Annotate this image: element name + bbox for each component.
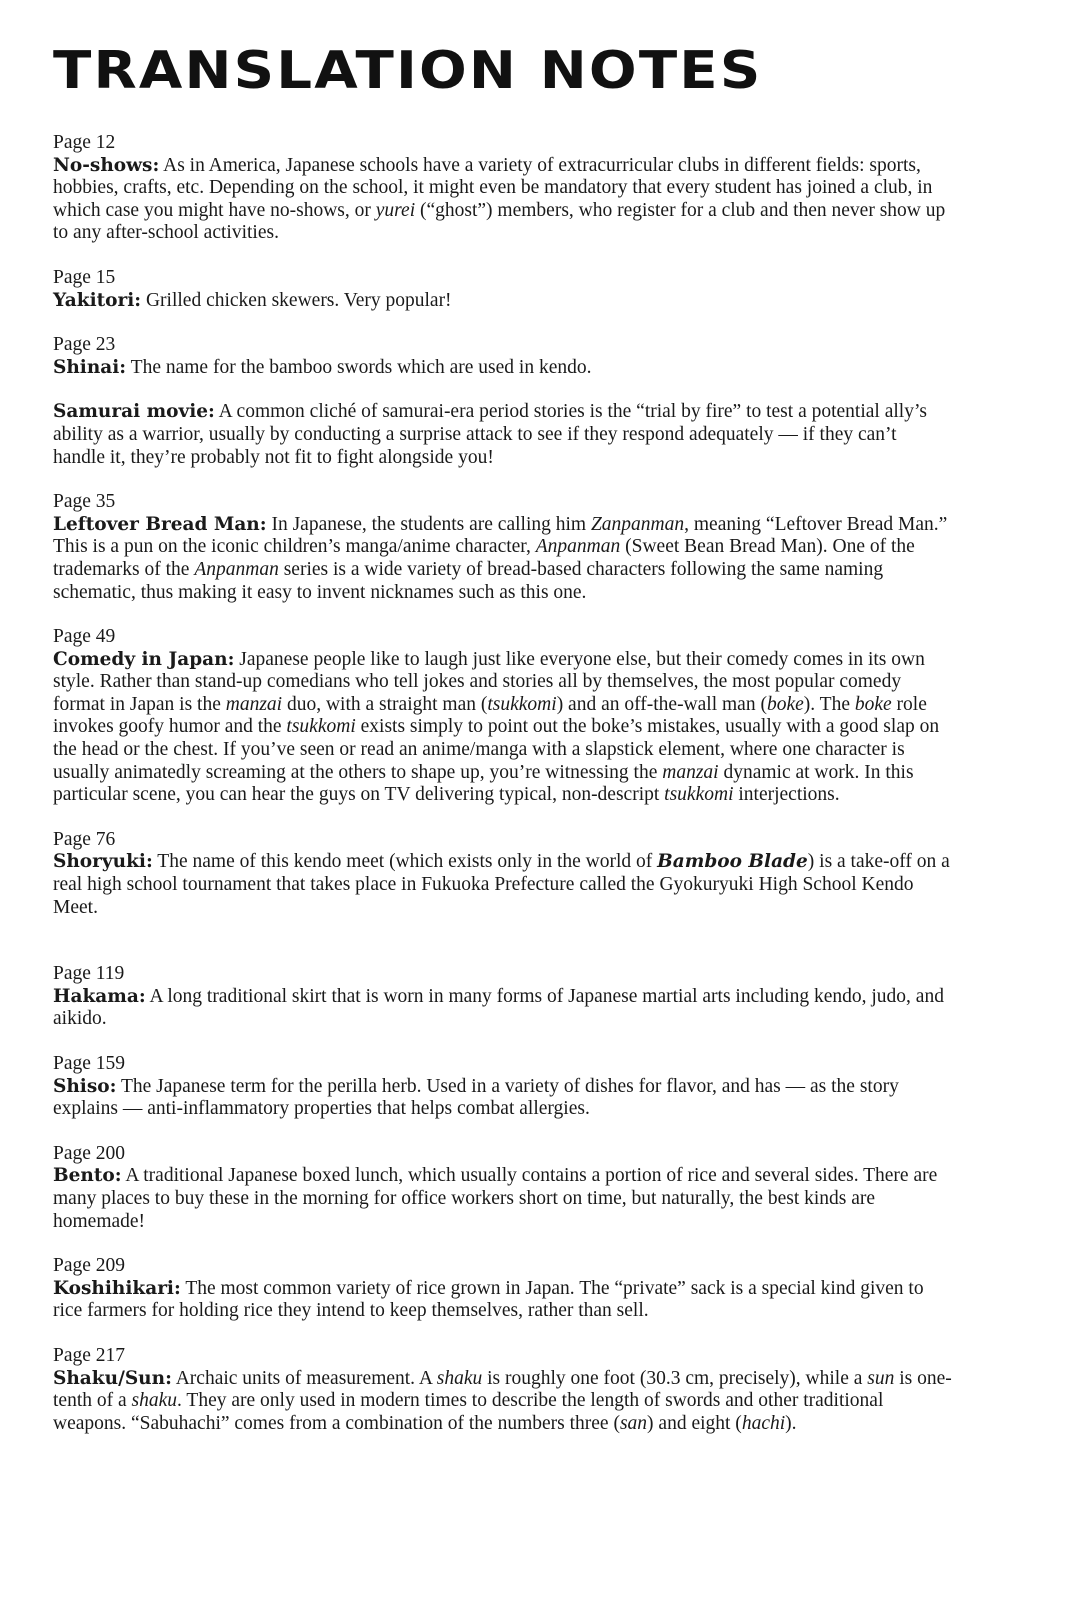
note-entry-shinai — [53, 357, 953, 380]
note-text: Grilled chicken skewers. Very popular! — [141, 289, 452, 311]
note-text: role invokes goofy humor and the — [53, 693, 927, 738]
note-italic-term: yurei — [375, 199, 416, 221]
page-reference: Page 209 — [53, 1255, 126, 1277]
note-italic-term: tsukkomi — [286, 716, 356, 738]
note-term: Shiso: — [53, 1075, 117, 1097]
note-italic-term: tsukkomi — [664, 784, 734, 806]
note-term: Shoryuki: — [53, 851, 153, 873]
note-text: (“ghost”) members, who register for a club and then never show up to any after-school activities. — [53, 199, 946, 244]
note-text: series is a wide variety of bread-based characters following the same naming schematic, thus making it easy to invent nicknames such as this one. — [53, 558, 884, 603]
note-term: Samurai movie: — [53, 401, 215, 423]
note-entry-no-shows — [53, 155, 953, 245]
note-text: A long traditional skirt that is worn in many forms of Japanese martial arts including kendo, judo, and aikido. — [53, 985, 944, 1030]
note-page-23 — [53, 334, 953, 469]
note-italic-term: manzai — [225, 693, 283, 715]
note-term: Koshihikari: — [53, 1277, 181, 1299]
note-page-119 — [53, 963, 953, 1031]
note-text: In Japanese, the students are calling him — [266, 513, 591, 535]
note-page-209 — [53, 1255, 953, 1323]
note-text: interjections. — [733, 784, 840, 806]
note-italic-term: boke — [766, 693, 804, 715]
translation-notes-page — [53, 40, 953, 1457]
note-text: Japanese people like to laugh just like everyone else, but their comedy comes in its own style. Rather than stand-up comedians who tell jokes and stories all by themselves, the most popular comedy format in Japan is the — [53, 648, 925, 715]
note-term: Hakama: — [53, 985, 146, 1007]
note-text: ) and an off-the-wall man ( — [556, 693, 767, 715]
note-text: dynamic at work. In this particular scene, you can hear the guys on TV delivering typical, non-descript — [53, 761, 914, 806]
note-entry-comedy-in-japan — [53, 649, 953, 807]
note-entry-shiso — [53, 1076, 953, 1121]
page-reference: Page 159 — [53, 1053, 126, 1074]
note-text: A traditional Japanese boxed lunch, which usually contains a portion of rice and several sides. There are many places to buy these in the morning for office workers short on time, but naturally, the best kinds are homemade! — [53, 1165, 938, 1232]
page-reference: Page 35 — [53, 491, 116, 513]
note-text: The most common variety of rice grown in Japan. The “private” sack is a special kind given to rice farmers for holding rice they intend to keep themselves, rather than sell. — [53, 1277, 924, 1322]
page-reference: Page 15 — [53, 266, 116, 288]
note-italic-term: shaku — [436, 1367, 483, 1389]
note-entry-shaku-sun — [53, 1368, 953, 1436]
note-text: ) and eight ( — [647, 1412, 742, 1434]
note-text: The name of this kendo meet (which exists only in the world of — [152, 851, 658, 873]
note-italic-term: Anpanman — [194, 558, 279, 580]
page-reference: Page 217 — [53, 1344, 126, 1366]
note-text: ). — [785, 1412, 797, 1434]
page-reference: Page 200 — [53, 1142, 126, 1164]
page-reference: Page 49 — [53, 626, 116, 648]
note-text: is roughly one foot (30.3 cm, precisely), while a — [482, 1367, 868, 1389]
note-term: Shinai: — [53, 356, 127, 378]
note-term: Comedy in Japan: — [53, 648, 235, 670]
page-reference: Page 76 — [53, 828, 116, 850]
note-text: The Japanese term for the perilla herb. Used in a variety of dishes for flavor, and has — as the story explains — anti-inflammatory properties that helps combat allergies. — [53, 1075, 899, 1120]
note-term: Leftover Bread Man: — [53, 513, 267, 535]
note-text: duo, with a straight man ( — [282, 693, 488, 715]
note-entry-hakama — [53, 986, 953, 1031]
note-text: As in America, Japanese schools have a variety of extracurricular clubs in different fields: sports, hobbies, crafts, etc. Depending on the school, it might even be mandatory that every student has joined a club, in which case you might have no-shows, or — [53, 154, 933, 221]
note-italic-term: hachi — [741, 1412, 786, 1434]
note-text: . They are only used in modern times to describe the length of swords and other traditional weapons. “Sabuhachi” comes from a combination of the numbers three ( — [53, 1390, 884, 1434]
note-entry-shoryuki — [53, 851, 953, 919]
note-text: (Sweet Bean Bread Man). One of the trademarks of the — [53, 536, 915, 580]
note-text: ) is a take-off on a real high school tournament that takes place in Fukuoka Prefecture called the Gyokuryuki High School Kendo Meet. — [53, 851, 950, 918]
note-text: is one-tenth of a — [53, 1367, 952, 1412]
note-term: Bento: — [53, 1165, 122, 1187]
note-entry-bento — [53, 1165, 953, 1233]
note-term: Yakitori: — [53, 289, 142, 311]
series-title: Bamboo Blade — [657, 851, 808, 873]
note-text: exists simply to point out the boke’s mistakes, usually with a good slap on the head or the chest. If you’ve seen or read an anime/manga with a slapstick element, where one character is usually animatedly screaming at the others to shape up, you’re witnessing the — [53, 716, 940, 783]
note-italic-term: shaku — [131, 1390, 178, 1412]
note-text: Archaic units of measurement. A — [171, 1367, 437, 1389]
page-reference: Page 119 — [53, 963, 125, 985]
note-page-76 — [53, 829, 953, 919]
note-italic-term: manzai — [662, 761, 719, 783]
note-italic-term: tsukkomi — [487, 693, 557, 715]
note-page-217 — [53, 1345, 953, 1435]
note-entry-leftover-bread-man — [53, 514, 953, 604]
note-italic-term: Zanpanman — [590, 513, 685, 535]
note-text: A common cliché of samurai-era period stories is the “trial by fire” to test a potential ally’s ability as a warrior, usually by conducting a surprise attack to see if they respond adequately — if they can’t handle it, they’re probably not fit to fight alongside you! — [53, 401, 927, 468]
note-page-15 — [53, 267, 953, 312]
note-text: The name for the bamboo swords which are used in kendo. — [126, 356, 592, 378]
note-entry-samurai-movie — [53, 401, 953, 469]
note-italic-term: san — [619, 1412, 648, 1434]
note-italic-term: Anpanman — [535, 536, 621, 558]
note-text: ). The — [803, 693, 855, 715]
note-italic-term: sun — [867, 1367, 895, 1389]
note-page-35 — [53, 491, 953, 604]
page-reference: Page 12 — [53, 132, 116, 153]
page-reference: Page 23 — [53, 334, 116, 356]
note-page-49 — [53, 626, 953, 807]
note-entry-yakitori — [53, 290, 953, 313]
page-title: TRANSLATION NOTES — [53, 41, 763, 101]
note-page-12 — [53, 132, 953, 245]
note-italic-term: boke — [854, 693, 892, 715]
note-term: Shaku/Sun: — [53, 1367, 172, 1389]
note-text: , meaning “Leftover Bread Man.” This is a pun on the iconic children’s manga/anime character, — [53, 513, 948, 558]
note-page-159 — [53, 1053, 953, 1121]
note-term: No-shows: — [53, 154, 160, 176]
note-entry-koshihikari — [53, 1278, 953, 1323]
note-page-200 — [53, 1143, 953, 1233]
